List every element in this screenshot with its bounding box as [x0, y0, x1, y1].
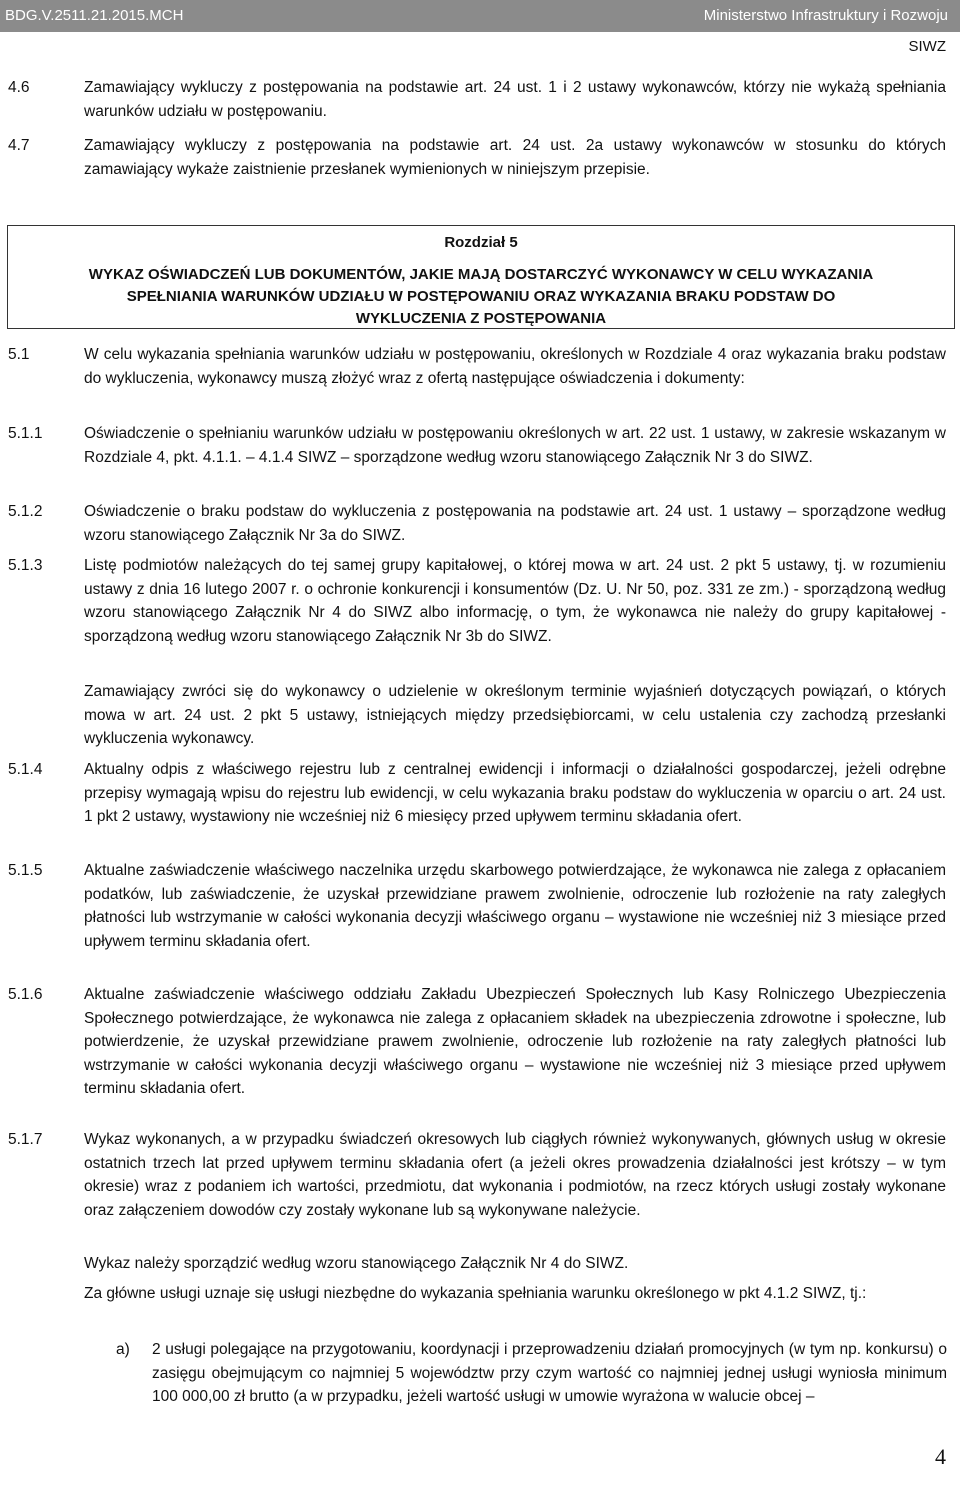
section-number: 5.1.3 — [8, 557, 43, 574]
section-text: Aktualny odpis z właściwego rejestru lub z centralnej ewidencji i informacji o działalności gospodarczej, jeżeli odrębne przepisy wymagają wpisu do rejestru lub ewidencji, w celu wykazania braku podstaw do wykluczenia w oparciu o art. 24 ust. 1 pkt 2 ustawy, wystawiony nie wcześniej niż 6 miesięcy przed upływem terminu składania ofert. — [84, 761, 946, 825]
section-number: 5.1.1 — [8, 425, 43, 442]
item-number: 4.6 — [8, 79, 30, 96]
section-text: Wykaz wykonanych, a w przypadku świadczeń okresowych lub ciągłych również wykonywanych, głównych usług w okresie ostatnich trzech lat przed upływem terminu składania ofert (a jeżeli okres prowadzenia działalności jest krótszy – w tym okresie) wraz z podaniem ich wartości, przedmiotu, dat wykonania i podmiotów, na rzecz których usługi zostały wykonane oraz załączeniem dowodów czy zostały wykonane lub są wykonywane należycie. — [84, 1131, 946, 1219]
list-item-text: 2 usługi polegające na przygotowaniu, koordynacji i przeprowadzeniu działań promocyjnych (w tym np. konkursu) o zasięgu obejmującym co najmniej 5 województw przy czym wartość co najmniej jednej usługi wyniosła minimum 100 000,00 zł brutto (a w przypadku, jeżeli wartość usługi w umowie wyrażona w walucie obcej – — [152, 1341, 947, 1405]
chapter-heading-box — [7, 225, 955, 329]
item-text: Zamawiający wykluczy z postępowania na podstawie art. 24 ust. 2a ustawy wykonawców w stosunku do których zamawiający wykaże zaistnienie przesłanek wymienionych w niniejszym przepisie. — [84, 137, 946, 178]
item-text: Zamawiający wykluczy z postępowania na podstawie art. 24 ust. 1 i 2 ustawy wykonawców, którzy nie wykażą spełniania warunków udziału w postępowaniu. — [84, 79, 946, 120]
section-number: 5.1.6 — [8, 986, 43, 1003]
section-text: Aktualne zaświadczenie właściwego naczelnika urzędu skarbowego potwierdzające, że wykonawca nie zalega z opłacaniem podatków, lub zaświadczenie, że uzyskał przewidziane prawem zwolnienie, odroczenie lub rozłożenie na raty zaległych płatności lub wstrzymanie w całości wykonania decyzji właściwego organu – wystawione nie wcześniej niż 3 miesiące przed upływem terminu składania ofert. — [84, 862, 946, 950]
section-text: Oświadczenie o braku podstaw do wykluczenia z postępowania na podstawie art. 24 ust. 1 ustawy – sporządzone według wzoru stanowiącego Załącznik Nr 3a do SIWZ. — [84, 503, 946, 544]
section-text: W celu wykazania spełniania warunków udziału w postępowaniu, określonych w Rozdziale 4 oraz wykazania braku podstaw do wykluczenia, wykonawcy muszą złożyć wraz z ofertą następujące oświadczenia i dokumenty: — [84, 346, 946, 387]
section-text: Za główne usługi uznaje się usługi niezbędne do wykazania spełniania warunku określonego w pkt 4.1.2 SIWZ, tj.: — [84, 1285, 867, 1302]
page-header — [0, 0, 960, 32]
header-ministry: Ministerstwo Infrastruktury i Rozwoju — [703, 7, 948, 24]
doc-label: SIWZ — [908, 38, 946, 55]
section-number: 5.1.4 — [8, 761, 43, 778]
section-number: 5.1.5 — [8, 862, 43, 879]
section-number: 5.1 — [8, 346, 30, 363]
section-text: Listę podmiotów należących do tej samej grupy kapitałowej, o której mowa w art. 24 ust. 2 pkt 5 ustawy, tj. w rozumieniu ustawy z dnia 16 lutego 2007 r. o ochronie konkurencji i konsumentów (Dz. U. Nr 50, poz. 331 ze zm.) - sporządzoną według wzoru stanowiącego Załącznik Nr 4 do SIWZ albo informację, o tym, że wykonawca nie należy do grupy kapitałowej - sporządzoną według wzoru stanowiącego Załącznik Nr 3b do SIWZ. — [84, 557, 946, 645]
section-number: 5.1.7 — [8, 1131, 43, 1148]
section-text: Aktualne zaświadczenie właściwego oddziału Zakładu Ubezpieczeń Społecznych lub Kasy Rolniczego Ubezpieczenia Społecznego potwierdzające, że wykonawca nie zalega z opłacaniem składek na ubezpieczenia zdrowotne i społeczne, lub potwierdzenie, że uzyskał przewidziane prawem zwolnienie, odroczenie lub rozłożenie na raty zaległych płatności lub wstrzymanie w całości wykonania decyzji właściwego organu – wystawione nie wcześniej niż 3 miesiące przed upływem terminu składania ofert. — [84, 986, 946, 1097]
section-text: Wykaz należy sporządzić według wzoru stanowiącego Załącznik Nr 4 do SIWZ. — [84, 1255, 629, 1272]
section-number: 5.1.2 — [8, 503, 43, 520]
page-number: 4 — [935, 1444, 946, 1469]
header-reference: BDG.V.2511.21.2015.MCH — [5, 7, 184, 24]
section-text: Oświadczenie o spełnianiu warunków udziału w postępowaniu określonych w art. 22 ust. 1 ustawy, w zakresie wskazanym w Rozdziale 4, pkt. 4.1.1. – 4.1.4 SIWZ – sporządzone według wzoru stanowiącego Załącznik Nr 3 do SIWZ. — [84, 425, 946, 466]
chapter-heading: WYKAZ OŚWIADCZEŃ LUB DOKUMENTÓW, JAKIE MAJĄ DOSTARCZYĆ WYKONAWCY W CELU WYKAZANIA SPEŁNIANIA WARUNKÓW UDZIAŁU W POSTĘPOWANIU ORAZ WYKAZANIA BRAKU PODSTAW DO WYKLUCZENIA Z POSTĘPOWANIA — [88, 266, 874, 327]
item-number: 4.7 — [8, 137, 30, 154]
chapter-title: Rozdział 5 — [444, 234, 518, 251]
list-letter: a) — [116, 1341, 130, 1358]
section-text: Zamawiający zwróci się do wykonawcy o udzielenie w określonym terminie wyjaśnień dotyczących powiązań, o których mowa w art. 24 ust. 2 pkt 5 ustawy, istniejących między przedsiębiorcami, w celu ustalenia czy zachodzą przesłanki wykluczenia wykonawcy. — [84, 683, 946, 747]
